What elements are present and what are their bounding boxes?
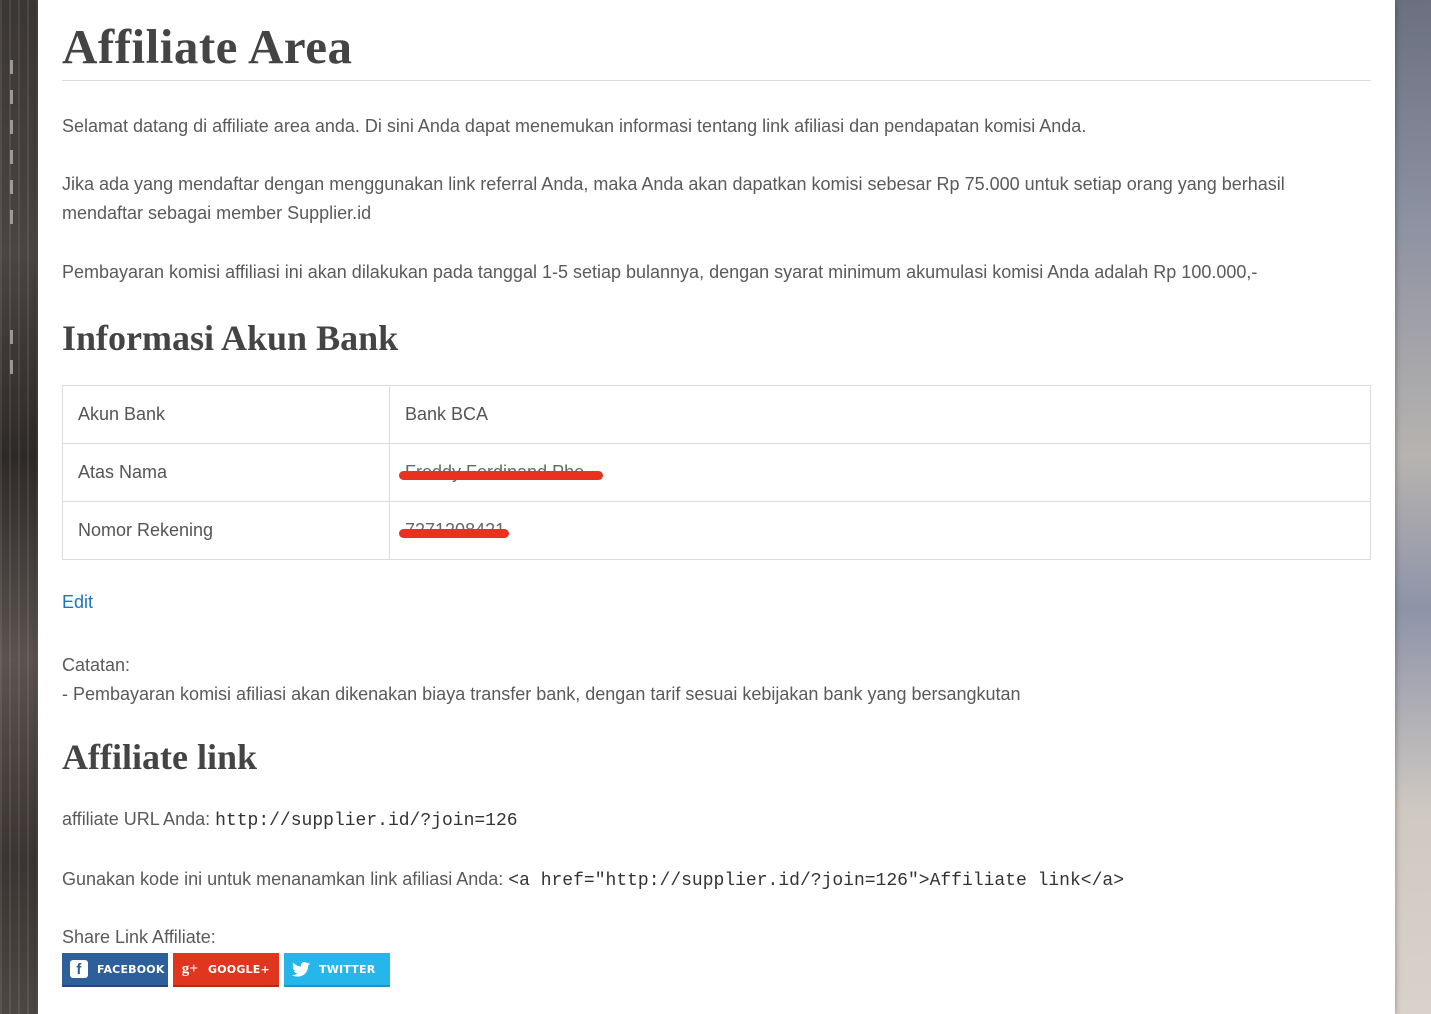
- intro-payment-text: Pembayaran komisi affiliasi ini akan dilakukan pada tanggal 1-5 setiap bulannya, dengan syarat minimum akumulasi komisi Anda adalah Rp 100.000,-: [62, 262, 1258, 282]
- table-row: [63, 502, 1371, 560]
- edit-bank-link[interactable]: Edit: [62, 592, 94, 612]
- share-buttons: [62, 953, 390, 987]
- share-label: Share Link Affiliate:: [62, 927, 216, 947]
- account-holder-label: Atas Nama: [63, 444, 390, 502]
- background-right-decor: [1395, 0, 1431, 1014]
- affiliate-url-line: [62, 805, 1352, 836]
- intro-welcome-text: Selamat datang di affiliate area anda. Di sini Anda dapat menemukan informasi tentang link afiliasi dan pendapatan komisi Anda.: [62, 116, 1087, 136]
- table-row: [63, 386, 1371, 444]
- redacted-account-holder: [405, 462, 599, 483]
- affiliate-url-value[interactable]: http://supplier.id/?join=126: [215, 811, 518, 831]
- background-left-decor: [0, 0, 38, 1014]
- account-number-label: Nomor Rekening: [63, 502, 390, 560]
- redacted-account-number: [405, 520, 505, 541]
- account-holder-value-cell: [390, 444, 1371, 502]
- embed-code-label: Gunakan kode ini untuk menanamkan link afiliasi Anda:: [62, 869, 504, 889]
- page-title: Affiliate Area: [62, 19, 353, 74]
- title-divider: [62, 80, 1371, 81]
- twitter-share-label: TWITTER: [319, 962, 376, 976]
- redaction-mark: [399, 529, 509, 538]
- bank-section-heading: Informasi Akun Bank: [62, 318, 399, 358]
- embed-code-line: [62, 865, 1352, 896]
- facebook-share-label: FACEBOOK: [97, 962, 165, 976]
- facebook-share-button[interactable]: [62, 953, 168, 987]
- affiliate-url-label: affiliate URL Anda:: [62, 809, 211, 829]
- bank-account-value: Bank BCA: [390, 386, 1371, 444]
- google-plus-share-button[interactable]: [173, 953, 279, 987]
- bank-account-label: Akun Bank: [63, 386, 390, 444]
- account-number-value-cell: [390, 502, 1371, 560]
- bank-info-table: [62, 385, 1371, 560]
- twitter-share-button[interactable]: [284, 953, 390, 987]
- google-plus-icon: g+: [181, 960, 199, 977]
- page-container: [38, 0, 1395, 1014]
- notes-title: Catatan:: [62, 655, 131, 675]
- affiliate-section-heading: Affiliate link: [62, 737, 257, 777]
- embed-code-value[interactable]: <a href="http://supplier.id/?join=126">Affiliate link</a>: [508, 871, 1124, 891]
- redaction-mark: [399, 471, 603, 480]
- table-row: [63, 444, 1371, 502]
- twitter-icon: [292, 960, 310, 978]
- google-plus-share-label: GOOGLE+: [208, 962, 270, 976]
- intro-commission-text: Jika ada yang mendaftar dengan menggunakan link referral Anda, maka Anda akan dapatkan komisi sebesar Rp 75.000 untuk setiap orang yang berhasil mendaftar sebagai member Supplier.id: [62, 174, 1285, 223]
- facebook-icon: f: [70, 960, 88, 978]
- notes-item: - Pembayaran komisi afiliasi akan dikenakan biaya transfer bank, dengan tarif sesuai kebijakan bank yang bersangkutan: [62, 684, 1021, 704]
